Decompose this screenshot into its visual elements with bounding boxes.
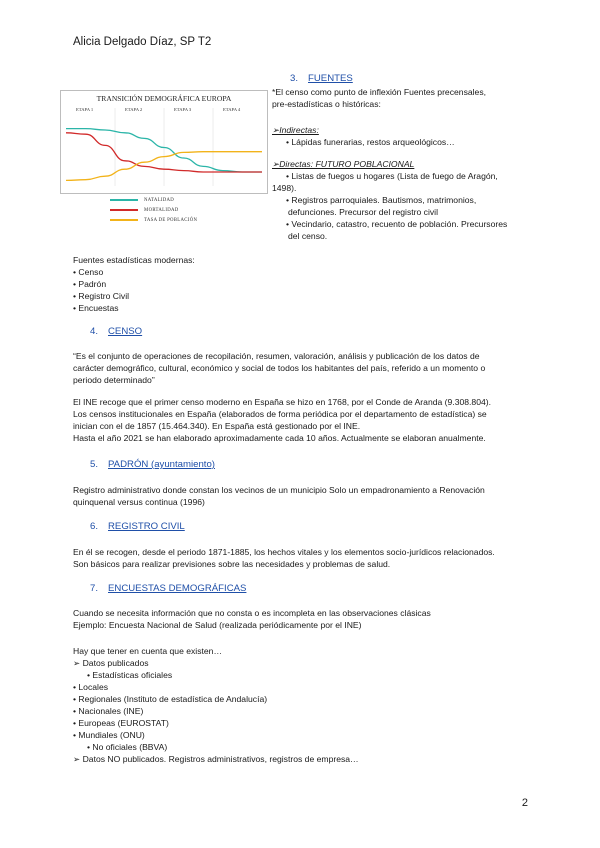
section-heading-fuentes (290, 73, 353, 84)
directas-line: 1498). (272, 183, 297, 193)
section-title[interactable]: CENSO (108, 326, 143, 337)
indirectas-label: ➢Indirectas: (272, 125, 319, 135)
fuentes-modernas-title: Fuentes estadísticas modernas: (73, 255, 195, 265)
section-heading-padron (90, 459, 215, 470)
chart-stage-label: ETAPA 1 (76, 107, 94, 112)
directas-line: del censo. (288, 231, 328, 241)
fuentes-intro-line: *El censo como punto de inflexión Fuentes precensales, (272, 87, 487, 97)
legend-swatch-mortalidad (110, 209, 138, 211)
legend-swatch-natalidad (110, 199, 138, 201)
legend-item-natalidad (110, 195, 197, 205)
paragraph-line: “Es el conjunto de operaciones de recopilación, resumen, valoración, análisis y publicación de los datos de (73, 351, 480, 361)
legend-swatch-tasa-poblacion (110, 219, 138, 221)
section-heading-censo (90, 326, 142, 337)
legend-label: NATALIDAD (144, 197, 175, 203)
legend-item-mortalidad (110, 205, 197, 215)
section-heading-encuestas (90, 583, 246, 594)
paragraph-line: Cuando se necesita información que no consta o es incompleta en las observaciones clásicas (73, 608, 431, 618)
encuestas-intro (73, 607, 431, 631)
section-number: 6. (90, 521, 99, 532)
encuestas-list (73, 645, 359, 765)
list-item: • Encuestas (73, 303, 119, 313)
section-title[interactable]: FUENTES (308, 73, 353, 84)
legend-label: TASA DE POBLACIÓN (144, 217, 198, 223)
paragraph-line: El INE recoge que el primer censo moderno en España se hizo en 1768, por el Conde de Aranda (9.308.804). (73, 397, 492, 407)
paragraph-line: Hasta el año 2021 se han elaborado aproximadamente cada 10 años. Actualmente se elaboran anualmente. (73, 433, 486, 443)
chart-stage-label: ETAPA 4 (223, 107, 241, 112)
legend-item-tasa-poblacion (110, 215, 197, 225)
section-number: 3. (290, 73, 299, 84)
directas-label: ➢Directas: FUTURO POBLACIONAL (272, 159, 415, 169)
directas-line: • Registros parroquiales. Bautismos, matrimonios, (286, 195, 477, 205)
directas-line: • Vecindario, catastro, recuento de población. Precursores (286, 219, 508, 229)
section-heading-registro-civil (90, 521, 185, 532)
registro-civil-text (73, 546, 495, 570)
list-item: • Europeas (EUROSTAT) (73, 718, 169, 728)
paragraph-line: Son básicos para realizar previsiones sobre las necesidades y problemas de salud. (73, 559, 391, 569)
directas-line: • Listas de fuegos u hogares (Lista de fuego de Aragón, (286, 171, 498, 181)
section-title[interactable]: REGISTRO CIVIL (108, 521, 185, 532)
legend-label: MORTALIDAD (144, 207, 179, 213)
paragraph-line: En él se recogen, desde el periodo 1871-1885, los hechos vitales y los elementos socio-jurídicos relacionados. (73, 547, 495, 557)
chart-title: TRANSICIÓN DEMOGRÁFICA EUROPA (96, 94, 232, 103)
paragraph-line: Ejemplo: Encuesta Nacional de Salud (realizada periódicamente por el INE) (73, 620, 362, 630)
section-number: 4. (90, 326, 99, 337)
chart-legend (110, 195, 197, 225)
section-number: 7. (90, 583, 99, 594)
censo-quote (73, 350, 485, 386)
fuentes-intro-line: pre-estadísticas o históricas: (272, 99, 381, 109)
list-item: • Mundiales (ONU) (73, 730, 145, 740)
list-item: • Locales (73, 682, 109, 692)
list-item: • Regionales (Instituto de estadística de Andalucía) (73, 694, 268, 704)
section-title[interactable]: PADRÓN (ayuntamiento) (108, 459, 215, 470)
document-header: Alicia Delgado Díaz, SP T2 (73, 36, 212, 48)
censo-paragraph (73, 396, 491, 444)
list-item: ➢ Datos publicados (73, 658, 149, 668)
list-item: • Censo (73, 267, 104, 277)
section-title[interactable]: ENCUESTAS DEMOGRÁFICAS (108, 583, 247, 594)
list-item: • Estadísticas oficiales (87, 670, 173, 680)
padron-text (73, 484, 485, 508)
paragraph-line: inician con el de 1857 (15.464.340). En España está gestionado por el INE. (73, 421, 361, 431)
page-number: 2 (521, 797, 528, 809)
fuentes-modernas-block (73, 254, 195, 314)
indirectas-item: • Lápidas funerarias, restos arqueológicos… (286, 137, 455, 147)
chart-stage-label: ETAPA 2 (125, 107, 143, 112)
list-item: • Nacionales (INE) (73, 706, 144, 716)
paragraph-line: Los censos institucionales en España (elaborados de forma periódica por el departamento de estadística) se (73, 409, 487, 419)
chart-stage-label: ETAPA 3 (174, 107, 192, 112)
list-item: ➢ Datos NO publicados. Registros administrativos, registros de empresa… (73, 754, 359, 764)
paragraph-line: periodo determinado” (73, 375, 155, 385)
list-item: • No oficiales (BBVA) (87, 742, 168, 752)
chart-canvas (60, 90, 268, 194)
fuentes-block (272, 86, 532, 242)
list-item: • Registro Civil (73, 291, 130, 301)
directas-line: defunciones. Precursor del registro civil (288, 207, 438, 217)
paragraph-line: quinquenal versus continua (1996) (73, 497, 205, 507)
list-intro: Hay que tener en cuenta que existen… (73, 646, 223, 656)
section-number: 5. (90, 459, 99, 470)
paragraph-line: carácter demográfico, cultural, económico y social de todos los habitantes del país, referido a un momento o (73, 363, 486, 373)
list-item: • Padrón (73, 279, 107, 289)
paragraph-line: Registro administrativo donde constan los vecinos de un municipio Solo un empadronamiento a Renovación (73, 485, 485, 495)
